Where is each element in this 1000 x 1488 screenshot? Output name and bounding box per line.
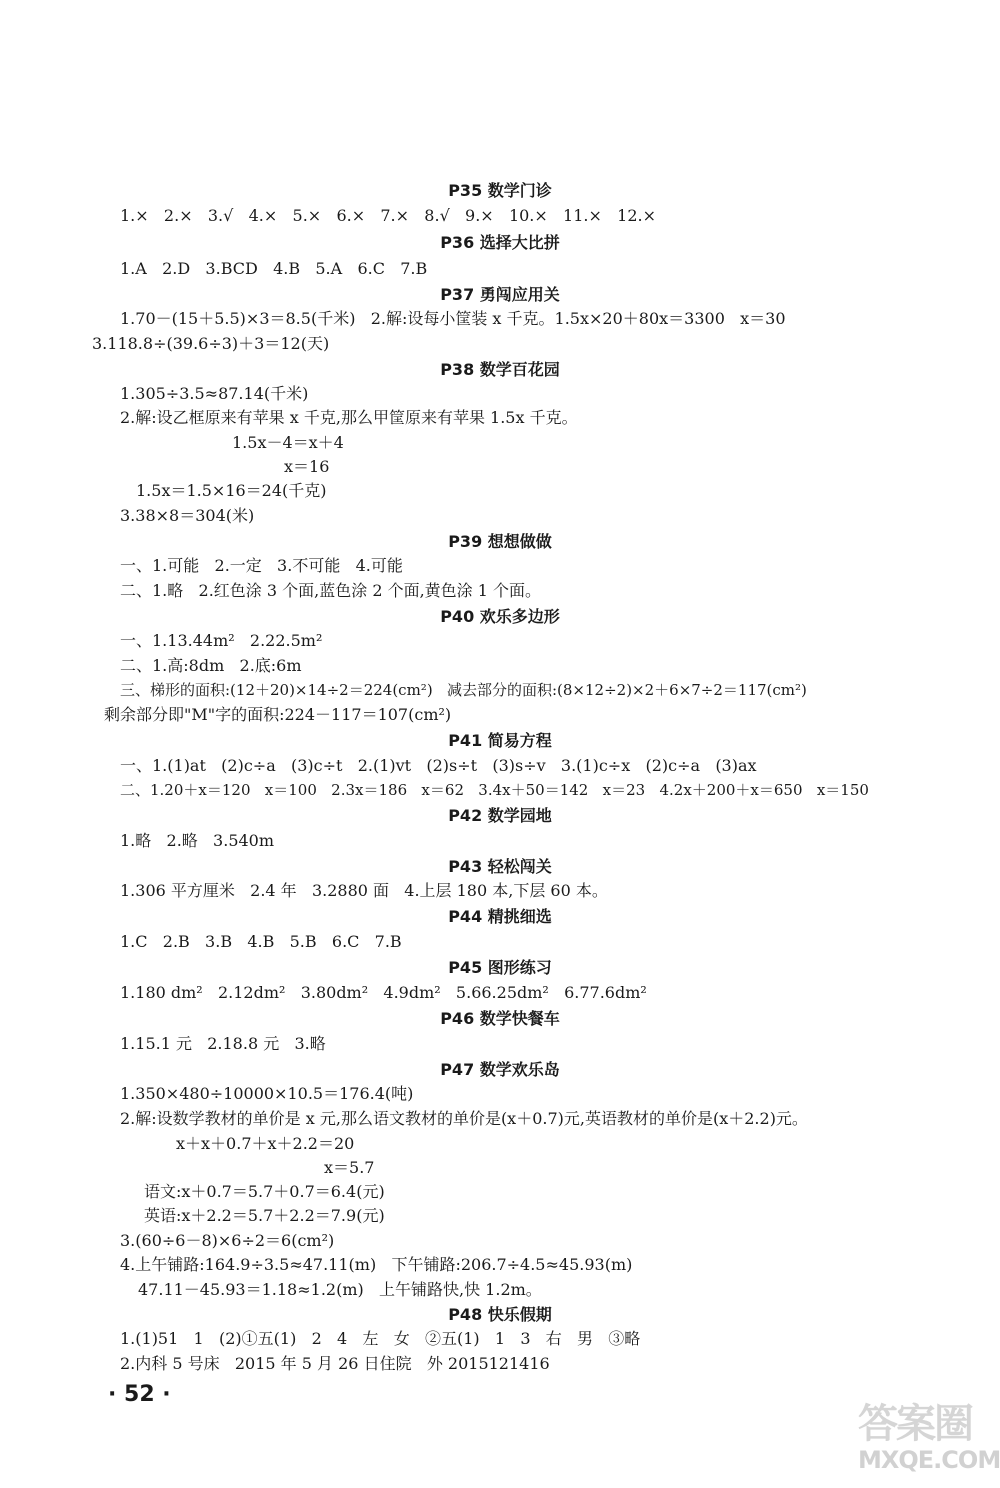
section-title-p35: P35 数学门诊 xyxy=(448,181,552,200)
section-title-p42: P42 数学园地 xyxy=(448,806,552,825)
answer-line: 1.C 2.B 3.B 4.B 5.B 6.C 7.B xyxy=(120,932,402,951)
section-title-p47: P47 数学欢乐岛 xyxy=(440,1060,560,1079)
section-title-p45: P45 图形练习 xyxy=(448,958,552,977)
section-title-p48: P48 快乐假期 xyxy=(448,1305,552,1324)
answer-line: 1.306 平方厘米 2.4 年 3.2880 面 4.上层 180 本,下层 60 本。 xyxy=(120,881,608,900)
answer-line: 1.A 2.D 3.BCD 4.B 5.A 6.C 7.B xyxy=(120,259,428,278)
answer-line: 2.解:设数学教材的单价是 x 元,那么语文教材的单价是(x＋0.7)元,英语教材的单价是(x＋2.2)元。 xyxy=(120,1109,808,1128)
answer-line: 1.(1)51 1 (2)①五(1) 2 4 左 女 ②五(1) 1 3 右 男 ③略 xyxy=(120,1329,641,1348)
answer-line: 一、1.可能 2.一定 3.不可能 4.可能 xyxy=(120,556,403,575)
answer-line: x＝16 xyxy=(284,457,330,476)
answer-line: 2.解:设乙框原来有苹果 x 千克,那么甲筐原来有苹果 1.5x 千克。 xyxy=(120,408,578,427)
answer-line: 1.略 2.略 3.540m xyxy=(120,831,275,850)
answer-line: 4.上午铺路:164.9÷3.5≈47.11(m) 下午铺路:206.7÷4.5≈45.93(m) xyxy=(120,1255,633,1274)
answer-line: 3.118.8÷(39.6÷3)＋3＝12(天) xyxy=(92,334,330,353)
section-title-p38: P38 数学百花园 xyxy=(440,360,560,379)
answer-line: 3.38×8＝304(米) xyxy=(120,506,255,525)
answer-line: 1.350×480÷10000×10.5＝176.4(吨) xyxy=(120,1084,414,1103)
section-title-p44: P44 精挑细选 xyxy=(448,907,552,926)
answer-line: 英语:x＋2.2＝5.7＋2.2＝7.9(元) xyxy=(144,1206,385,1225)
answer-line: x＋x＋0.7＋x＋2.2＝20 xyxy=(176,1134,355,1153)
answer-line: 二、1.高:8dm 2.底:6m xyxy=(120,656,302,675)
section-title-p43: P43 轻松闯关 xyxy=(448,857,552,876)
watermark-text: 答案圈 xyxy=(858,1401,972,1447)
answer-line: 一、1.(1)at (2)c÷a (3)c÷t 2.(1)vt (2)s÷t (3)s÷v 3.(1)c÷x (2)c÷a (3)ax xyxy=(120,756,757,775)
answer-line: 1.180 dm² 2.12dm² 3.80dm² 4.9dm² 5.66.25dm² 6.77.6dm² xyxy=(120,983,647,1002)
answer-line: 1.× 2.× 3.√ 4.× 5.× 6.× 7.× 8.√ 9.× 10.× 11.× 12.× xyxy=(120,206,657,225)
section-title-p36: P36 选择大比拼 xyxy=(440,233,560,252)
section-title-p40: P40 欢乐多边形 xyxy=(440,607,560,626)
answer-line: x＝5.7 xyxy=(324,1158,375,1177)
section-title-p41: P41 简易方程 xyxy=(448,731,552,750)
answer-line: 剩余部分即"M"字的面积:224－117＝107(cm²) xyxy=(104,705,452,724)
answer-line: 一、1.13.44m² 2.22.5m² xyxy=(120,631,323,650)
answer-line: 语文:x＋0.7＝5.7＋0.7＝6.4(元) xyxy=(144,1182,385,1201)
answer-line: 1.70－(15＋5.5)×3＝8.5(千米) 2.解:设每小筐装 x 千克。1.5x×20＋80x＝3300 x＝30 xyxy=(120,309,786,328)
answer-line: 1.15.1 元 2.18.8 元 3.略 xyxy=(120,1034,326,1053)
answer-line: 47.11－45.93＝1.18≈1.2(m) 上午铺路快,快 1.2m。 xyxy=(138,1280,542,1299)
page-number: · 52 · xyxy=(108,1382,171,1407)
answer-line: 三、梯形的面积:(12＋20)×14÷2＝224(cm²) 减去部分的面积:(8×12÷2)×2＋6×7÷2＝117(cm²) xyxy=(120,681,807,699)
section-title-p46: P46 数学快餐车 xyxy=(440,1009,560,1028)
answer-line: 二、1.略 2.红色涂 3 个面,蓝色涂 2 个面,黄色涂 1 个面。 xyxy=(120,581,542,600)
answer-line: 二、1.20＋x＝120 x＝100 2.3x＝186 x＝62 3.4x＋50＝142 x＝23 4.2x＋200＋x＝650 x＝150 xyxy=(120,781,869,799)
answer-line: 1.5x－4＝x＋4 xyxy=(232,433,344,452)
answer-line: 3.(60÷6－8)×6÷2＝6(cm²) xyxy=(120,1231,335,1250)
answer-line: 1.5x＝1.5×16＝24(千克) xyxy=(136,481,327,500)
watermark-logo xyxy=(858,1392,1000,1482)
answer-line: 1.305÷3.5≈87.14(千米) xyxy=(120,384,309,403)
section-title-p39: P39 想想做做 xyxy=(448,532,552,551)
watermark-url: MXQE.COM xyxy=(858,1446,1000,1474)
answer-line: 2.内科 5 号床 2015 年 5 月 26 日住院 外 2015121416 xyxy=(120,1354,550,1373)
section-title-p37: P37 勇闯应用关 xyxy=(440,285,560,304)
